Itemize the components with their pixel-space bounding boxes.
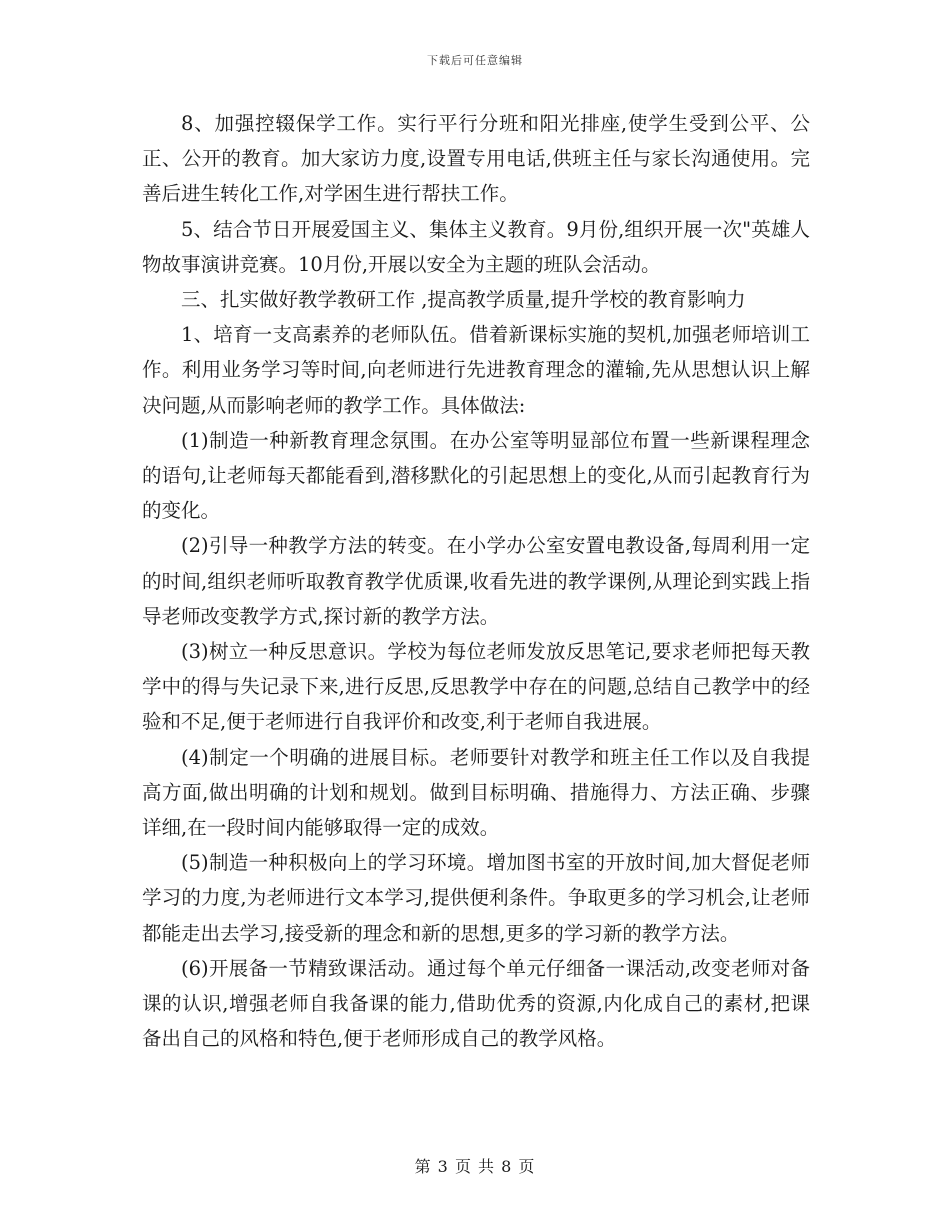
page-number-footer: 第 3 页 共 8 页 xyxy=(414,1157,536,1176)
paragraph-item-1: (1)制造一种新教育理念氛围。在办公室等明显部位布置一些新课程理念的语句,让老师每天都能看到,潜移默化的引起思想上的变化,从而引起教育行为的变化。 xyxy=(142,428,810,523)
paragraph-item-3: (3)树立一种反思意识。学校为每位老师发放反思笔记,要求老师把每天教学中的得与失记录下来,进行反思,反思教学中存在的问题,总结自己教学中的经验和不足,便于老师进行自我评价和改变,利于老师自我进展。 xyxy=(142,640,810,734)
paragraph-item-5: (5)制造一种积极向上的学习环境。增加图书室的开放时间,加大督促老师学习的力度,为老师进行文本学习,提供便利条件。争取更多的学习机会,让老师都能走出去学习,接受新的理念和新的思想,更多的学习新的教学方法。 xyxy=(142,851,810,945)
paragraph-dropout-control: 8、加强控辍保学工作。实行平行分班和阳光排座,使学生受到公平、公正、公开的教育。加大家访力度,设置专用电话,供班主任与家长沟通使用。完善后进生转化工作,对学困生进行帮扶工作。 xyxy=(142,112,810,206)
paragraph-item-6: (6)开展备一节精致课活动。通过每个单元仔细备一课活动,改变老师对备课的认识,增强老师自我备课的能力,借助优秀的资源,内化成自己的素材,把课备出自己的风格和特色,便于老师形成自己的教学风格。 xyxy=(142,956,810,1051)
paragraph-holiday-education: 5、结合节日开展爱国主义、集体主义教育。9月份,组织开展一次"英雄人物故事演讲竞赛。10月份,开展以安全为主题的班队会活动。 xyxy=(142,217,810,276)
section-heading-teaching-research: 三、扎实做好教学教研工作 ,提高教学质量,提升学校的教育影响力 xyxy=(181,288,746,312)
paragraph-item-2: (2)引导一种教学方法的转变。在小学办公室安置电教设备,每周利用一定的时间,组织老师听取教育教学优质课,收看先进的教学课例,从理论到实践上指导老师改变教学方式,探讨新的教学方法。 xyxy=(142,534,810,628)
paragraph-item-4: (4)制定一个明确的进展目标。老师要针对教学和班主任工作以及自我提高方面,做出明确的计划和规划。做到目标明确、措施得力、方法正确、步骤详细,在一段时间内能够取得一定的成效。 xyxy=(142,745,810,840)
document-body xyxy=(142,106,810,1056)
page-header-note: 下载后可任意编辑 xyxy=(427,54,523,67)
paragraph-teacher-team: 1、培育一支高素养的老师队伍。借着新课标实施的契机,加强老师培训工作。利用业务学习等时间,向老师进行先进教育理念的灌输,先从思想认识上解决问题,从而影响老师的教学工作。具体做法: xyxy=(142,323,810,417)
